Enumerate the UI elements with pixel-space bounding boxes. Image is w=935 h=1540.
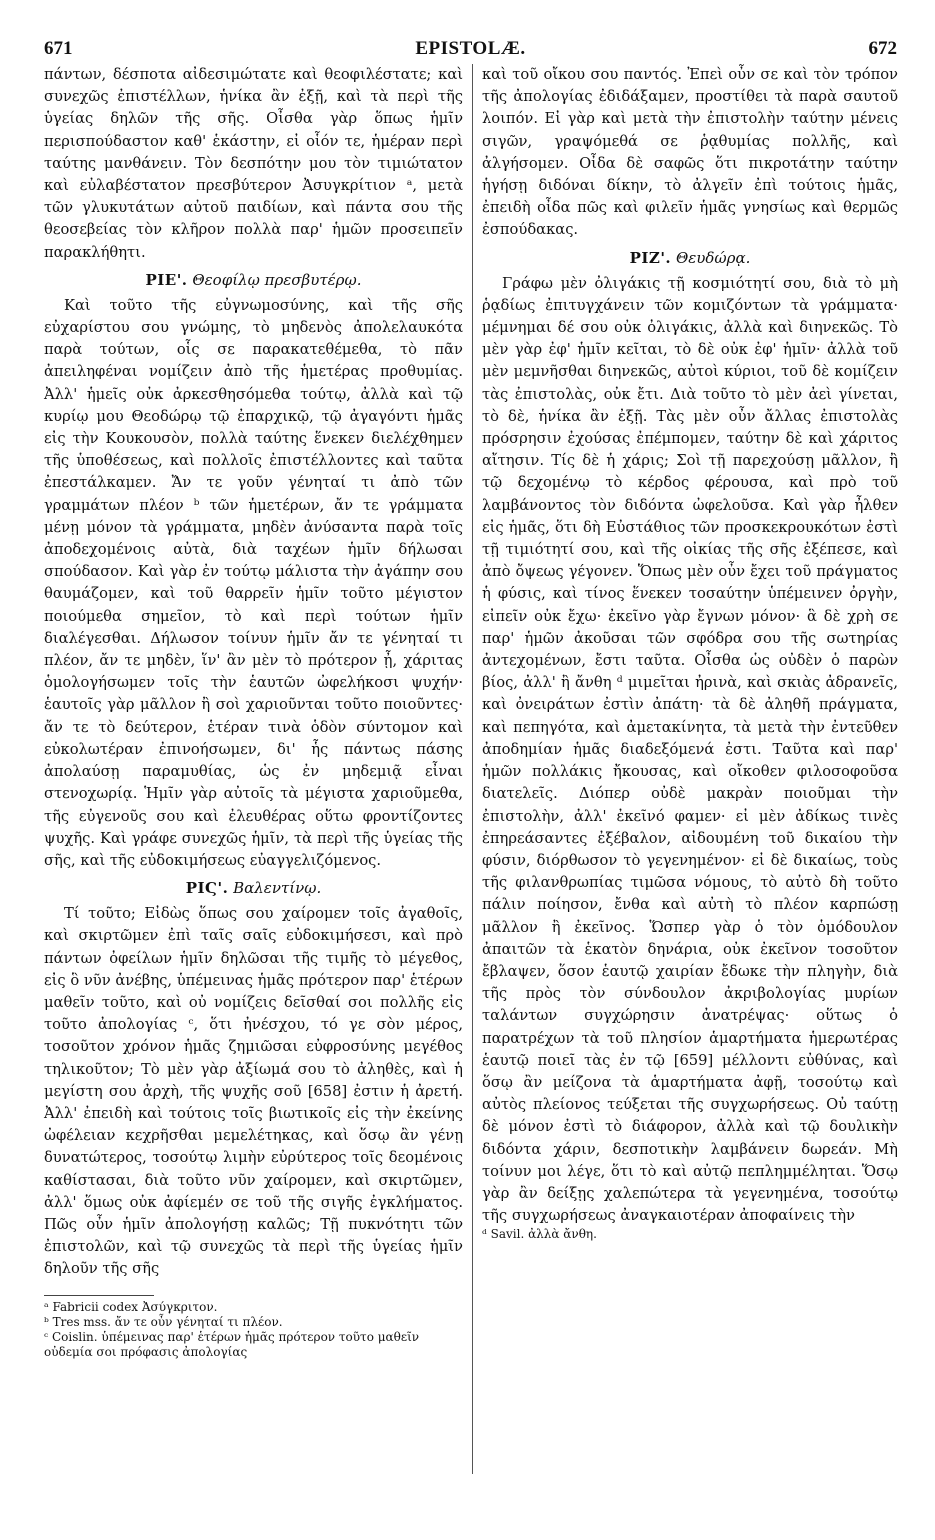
letter-heading-115: [44, 268, 463, 292]
footnote-d: ᵈ Savil. ἀλλὰ ἄνθη.: [482, 1227, 597, 1242]
footnote-rule: [44, 1295, 154, 1296]
left-column: [44, 64, 463, 1360]
letter-addressee: Βαλεντίνῳ.: [233, 879, 322, 898]
letter-body-116: Τί τοῦτο; Εἰδὼς ὅπως σου χαίρομεν τοῖς ἀγαθοῖς, καὶ σκιρτῶμεν ἐπὶ ταῖς σαῖς εὐδοκιμήσεσι, καὶ πρὸ πάντων ὀφείλων ἡμῖν δηλῶσαι τῆς τιμῆς τὸ μέγεθος, εἰς ὃ νῦν ἀνέβης, ὑπέμεινας ἡμᾶς πρότερον παρ' ἑτέρων μαθεῖν τοῦτο, καὶ οὐ νομίζεις δεῖσθαί σοι πολλῆς εἰς τοῦτο ἀπολογίας ᶜ, ὅτι ἠνέσχου, τό γε σὸν μέρος, τοσοῦτον χρόνον ἡμᾶς ζημιῶσαι εὐφροσύνης μεγέθος τηλικοῦτον; Τὸ μὲν γὰρ ἀξίωμά σου τὸ ἀληθὲς, καὶ ἡ μεγίστη σου ἀρχὴ, τῆς ψυχῆς σοῦ [658] ἐστιν ἡ ἀρετή. Ἀλλ' ἐπειδὴ καὶ τούτοις τοῖς βιωτικοῖς εἰς τὴν ἐκείνης ὠφέλειαν κεχρῆσθαι μεμελέτηκας, καὶ ὅσῳ ἂν γένῃ δυνατώτερος, τοσούτῳ λιμὴν εὐρύτερος τοῖς δεομένοις καθίστασαι, διὰ τοῦτο νῦν χαίρομεν, καὶ σκιρτῶμεν, ἀλλ' ὅμως οὐκ ἀφίεμέν σε τοῦ τῆς σιγῆς ἐγκλήματος. Πῶς οὖν ἡμῖν ἀπολογήσῃ καλῶς; Τῇ πυκνότητι τῶν ἐπιστολῶν, καὶ τῷ συνεχῶς τὰ περὶ τῆς ὑγείας ἡμῖν δηλοῦν τῆς σῆς: [44, 905, 463, 1278]
letter-body-115: Καὶ τοῦτο τῆς εὐγνωμοσύνης, καὶ τῆς σῆς εὐχαρίστου σου γνώμης, τὸ μηδενὸς ἀπολελαυκότα παρὰ τούτων, οἷς σε παρακατεθέμεθα, τὸ πᾶν ἀπειληφέναι νομίζειν ἀπὸ τῆς ἡμετέρας προθυμίας. Ἀλλ' ἡμεῖς οὐκ ἀρκεσθησόμεθα τούτῳ, ἀλλὰ καὶ τῷ κυρίῳ μου Θεοδώρῳ τῷ ἐπαρχικῷ, τῷ ἀγαγόντι ἡμᾶς εἰς τὴν Κουκουσὸν, πολλὰ ταύτης ἕνεκεν διελέχθημεν τῆς ὑποθέσεως, καὶ πολλοῖς ἐπιστέλλοντες καὶ ταῦτα ἐπεστάλκαμεν. Ἄν τε γοῦν γένηταί τι ἀπὸ τῶν γραμμάτων πλέον ᵇ τῶν ἡμετέρων, ἄν τε γράμματα μένῃ μόνον τὰ γράμματα, μηδὲν ἀνύσαντα παρὰ τοῖς ἀποδεχομένοις αὐτὰ, διὰ ταχέων ἡμῖν δήλωσαι σπούδασον. Καὶ γὰρ ἐν τούτῳ μάλιστα τὴν ἀγάπην σου θαυμάζομεν, καὶ τοῦ θαρρεῖν ἡμῖν τοῦτο μέγιστον ποιούμεθα σημεῖον, τὸ καὶ περὶ τούτων ἡμῖν διαλέγεσθαι. Δήλωσον τοίνυν ἡμῖν ἄν τε γένηταί τι πλέον, ἄν τε μηδὲν, ἵν' ἂν μὲν τὸ πρότερον ᾖ, χάριτας ὁμολογήσωμεν τοῖς τὴν ἑαυτῶν ὠφελήκοσι ψυχήν· ἑαυτοῖς γὰρ μᾶλλον ἢ σοὶ χαριοῦνται τοῦτο ποιοῦντες· ἄν τε τὸ δεύτερον, ἑτέραν τινὰ ὁδὸν σύντομον καὶ εὐκολωτέραν ἐπινοήσωμεν, δι' ἧς πάντως πάσης ἀπολαύσῃ παραμυθίας, ὡς ἐν μηδεμιᾷ εἶναι στενοχωρίᾳ. Ἡμῖν γὰρ αὐτοῖς τὰ μέγιστα χαριοῦμεθα, τῆς εὐγενοῦς σου καὶ ἐλευθέρας οὕτω φροντίζοντες ψυχῆς. Καὶ γράφε συνεχῶς ἡμῖν, τὰ περὶ τῆς ὑγείας τῆς σῆς, καὶ τῆς εὐδοκιμήσεως εὐαγγελιζόμενος.: [44, 296, 463, 869]
letter-continuation-text: πάντων, δέσποτα αἰδεσιμώτατε καὶ θεοφιλέστατε; καὶ συνεχῶς ἐπιστέλλων, ἡνίκα ἂν ἐξῇ, καὶ τὰ περὶ τῆς ὑγείας δηλῶν τῆς σῆς. Οἶσθα γὰρ ὅπως ἡμῖν περισπούδαστον καθ' ἑκάστην, εἰ οἷόν τε, ἡμέραν περὶ ταύτης μανθάνειν. Τὸν δεσπότην μου τὸν τιμιώτατον καὶ εὐλαβέστατον πρεσβύτερον Ἀσυγκρίτιον ᵃ, μετὰ τῶν γλυκυτάτων αὐτοῦ παιδίων, καὶ πάντα σου τῆς θεοσεβείας τὸν κλῆρον πολλὰ παρ' ἡμῶν προσειπεῖν παρακλήθητι.: [44, 66, 463, 261]
letter-heading-117: [482, 246, 898, 270]
letter-body-117: Γράφω μὲν ὀλιγάκις τῇ κοσμιότητί σου, διὰ τὸ μὴ ῥᾳδίως ἐπιτυγχάνειν τῶν κομιζόντων τὰ γράμματα· μέμνημαι δέ σου οὐκ ὀλιγάκις, ἀλλὰ καὶ διηνεκῶς. Τὸ μὲν γὰρ ἐφ' ἡμῖν κεῖται, τὸ δὲ οὐκ ἐφ' ἡμῖν· ἀλλὰ τοῦ μὲν μεμνῆσθαι διηνεκῶς, αὐτοὶ κύριοι, τοῦ δὲ κομίζειν τὰς ἐπιστολὰς, οὐκ ἔτι. Διὰ τοῦτο τὸ μὲν ἀεὶ γίνεται, τὸ δὲ, ἡνίκα ἂν ἐξῇ. Τὰς μὲν οὖν ἄλλας ἐπιστολὰς πρόσρησιν ἐχούσας ἐπέμπομεν, ταύτην δὲ καὶ χάριτος αἴτησιν. Τίς δὲ ἡ χάρις; Σοὶ τῇ παρεχούσῃ μᾶλλον, ἢ τῷ δεχομένῳ τὸ κέρδος φέρουσα, καὶ πρὸ τοῦ λαμβάνοντος τὸν διδόντα ὠφελοῦσα. Καὶ γὰρ ἦλθεν εἰς ἡμᾶς, ὅτι δὴ Εὐστάθιος τῶν προσκεκρουκότων ἐστὶ τῇ τιμιότητί σου, καὶ τῆς οἰκίας τῆς σῆς ἐξέπεσε, καὶ ἀπὸ ὄψεως γέγονεν. Ὅπως μὲν οὖν ἔχει τοῦ πράγματος ἡ φύσις, καὶ τίνος ἕνεκεν τοσαύτην ὑπέμεινεν ὀργὴν, εἰπεῖν οὐκ ἔχω· ἐκεῖνο γὰρ ἔγνων μόνον· ἃ δὲ χρὴ σε παρ' ἡμῶν ἀκοῦσαι τῶν σφόδρα σου τῆς σωτηρίας ἀντεχομένων, ἔστι ταῦτα. Οἶσθα ὡς οὐδὲν ὁ παρὼν βίος, ἀλλ' ἢ ἄνθη ᵈ μιμεῖται ἠρινὰ, καὶ σκιὰς ἀδρανεῖς, καὶ ὀνειράτων ἐστὶν ἀπάτη· τὰ δὲ ἀληθῆ πράγματα, καὶ πεπηγότα, καὶ ἀμετακίνητα, τὰ μετὰ τὴν ἐντεῦθεν ἀποδημίαν ἡμᾶς διαδεξόμενά ἐστι. Ταῦτα καὶ παρ' ἡμῶν πολλάκις ἤκουσας, καὶ οἴκοθεν φιλοσοφοῦσα διατελεῖς. Διόπερ οὐδὲ μακρὰν ποιοῦμαι τὴν ἐπιστολὴν, ἀλλ' ἐκεῖνό φαμεν· εἰ μὲν ἀδίκως τινὲς ἐπηρεάσαντες ἐξέβαλον, αἰδουμένη τοῦ δικαίου τὴν φύσιν, διόρθωσον τὸ γεγενημένον· εἰ δὲ δικαίως, τοὺς τῆς φιλανθρωπίας τιμῶσα νόμους, τὸ αὐτὸ δὴ τοῦτο πάλιν ποίησον, ἔνθα καὶ αὐτὴ τὸ πλέον καρπώσῃ μᾶλλον ἢ ἐκεῖνος. Ὥσπερ γὰρ ὁ τὸν ὁμόδουλον ἀπαιτῶν τὰ ἑκατὸν δηνάρια, οὐκ ἐκεῖνον τοσοῦτον ἔβλαψεν, ὅσον ἑαυτῷ χαιρίαν ἔδωκε τὴν πληγὴν, διὰ τῆς πρὸς τὸν σύνδουλον ἀκριβολογίας μυρίων ταλάντων συγχώρησιν ἀνατρέψας· οὕτως ὁ παρατρέχων τὰ τοῦ πλησίον ἁμαρτήματα ἡμερωτέρας ἑαυτῷ ποιεῖ τὰς ἐν τῷ [659] μέλλοντι εὐθύνας, καὶ ὅσῳ ἂν μείζονα τὰ ἁμαρτήματα ἀφῇ, τοσούτῳ καὶ αὐτὸς πλείονος τεύξεται τῆς συγχωρήσεως. Οὐ ταύτῃ δὲ μόνον ἐστὶ τὸ διάφορον, ἀλλὰ καὶ τῷ δουλικὴν διδόντα χάριν, δεσποτικὴν λαμβάνειν δωρεάν. Μὴ τοίνυν μοι λέγε, ὅτι τὸ καὶ αὐτῷ πεπλημμέληται. Ὅσῳ γὰρ ἂν δείξῃς χαλεπώτερα τὰ γεγενημένα, τοσούτῳ τῆς συγχωρήσεως ἀναγκαιοτέραν ἀποφαίνεις τὴν: [482, 274, 898, 1225]
letter-heading-116: [44, 876, 463, 900]
letter-addressee: Θευδώρᾳ.: [675, 248, 751, 267]
letter-number: ΡΙΖ'.: [629, 248, 672, 267]
right-page-number: 672: [868, 38, 897, 59]
letter-number: ΡΙϚ'.: [185, 879, 229, 898]
running-header: [44, 38, 897, 60]
left-page-number: 671: [44, 38, 73, 59]
letter-number: ΡΙΕ'.: [145, 270, 188, 289]
letter-continuation-text: καὶ τοῦ οἴκου σου παντός. Ἐπεὶ οὖν σε καὶ τὸν τρόπον τῆς ἀπολογίας ἐδιδάξαμεν, προστίθει τὰ παρὰ σαυτοῦ λοιπόν. Εἰ γὰρ καὶ μετὰ τὴν ἐπιστολὴν ταύτην μένεις σιγῶν, γραψόμεθά σε ῥᾳθυμίας πολλῆς, καὶ ἀλγήσομεν. Οἶδα δὲ σαφῶς ὅτι πικροτάτην ταύτην ἡγήσῃ διδόναι δίκην, τὸ ἀλγεῖν ἐπὶ τούτοις ἡμᾶς, ἐπειδὴ οἶδα πῶς καὶ φιλεῖν ἡμᾶς γνησίως καὶ θερμῶς ἐσπούδακας.: [482, 66, 898, 239]
footnote-c: ᶜ Coislin. ὑπέμεινας παρ' ἑτέρων ἡμᾶς πρότερον τοῦτο μαθεῖν οὐδεμία σοι πρόφασις ἀπολογίας: [44, 1329, 420, 1359]
footnote-a: ᵃ Fabricii codex Ἀσύγκριτον.: [44, 1299, 218, 1314]
footnote-b: ᵇ Tres mss. ἄν τε οὖν γένηταί τι πλέον.: [44, 1314, 283, 1329]
running-title: EPISTOLÆ.: [415, 38, 526, 59]
letter-addressee: Θεοφίλῳ πρεσβυτέρῳ.: [192, 270, 362, 289]
right-column: [482, 64, 898, 1242]
column-divider: [472, 64, 473, 1474]
